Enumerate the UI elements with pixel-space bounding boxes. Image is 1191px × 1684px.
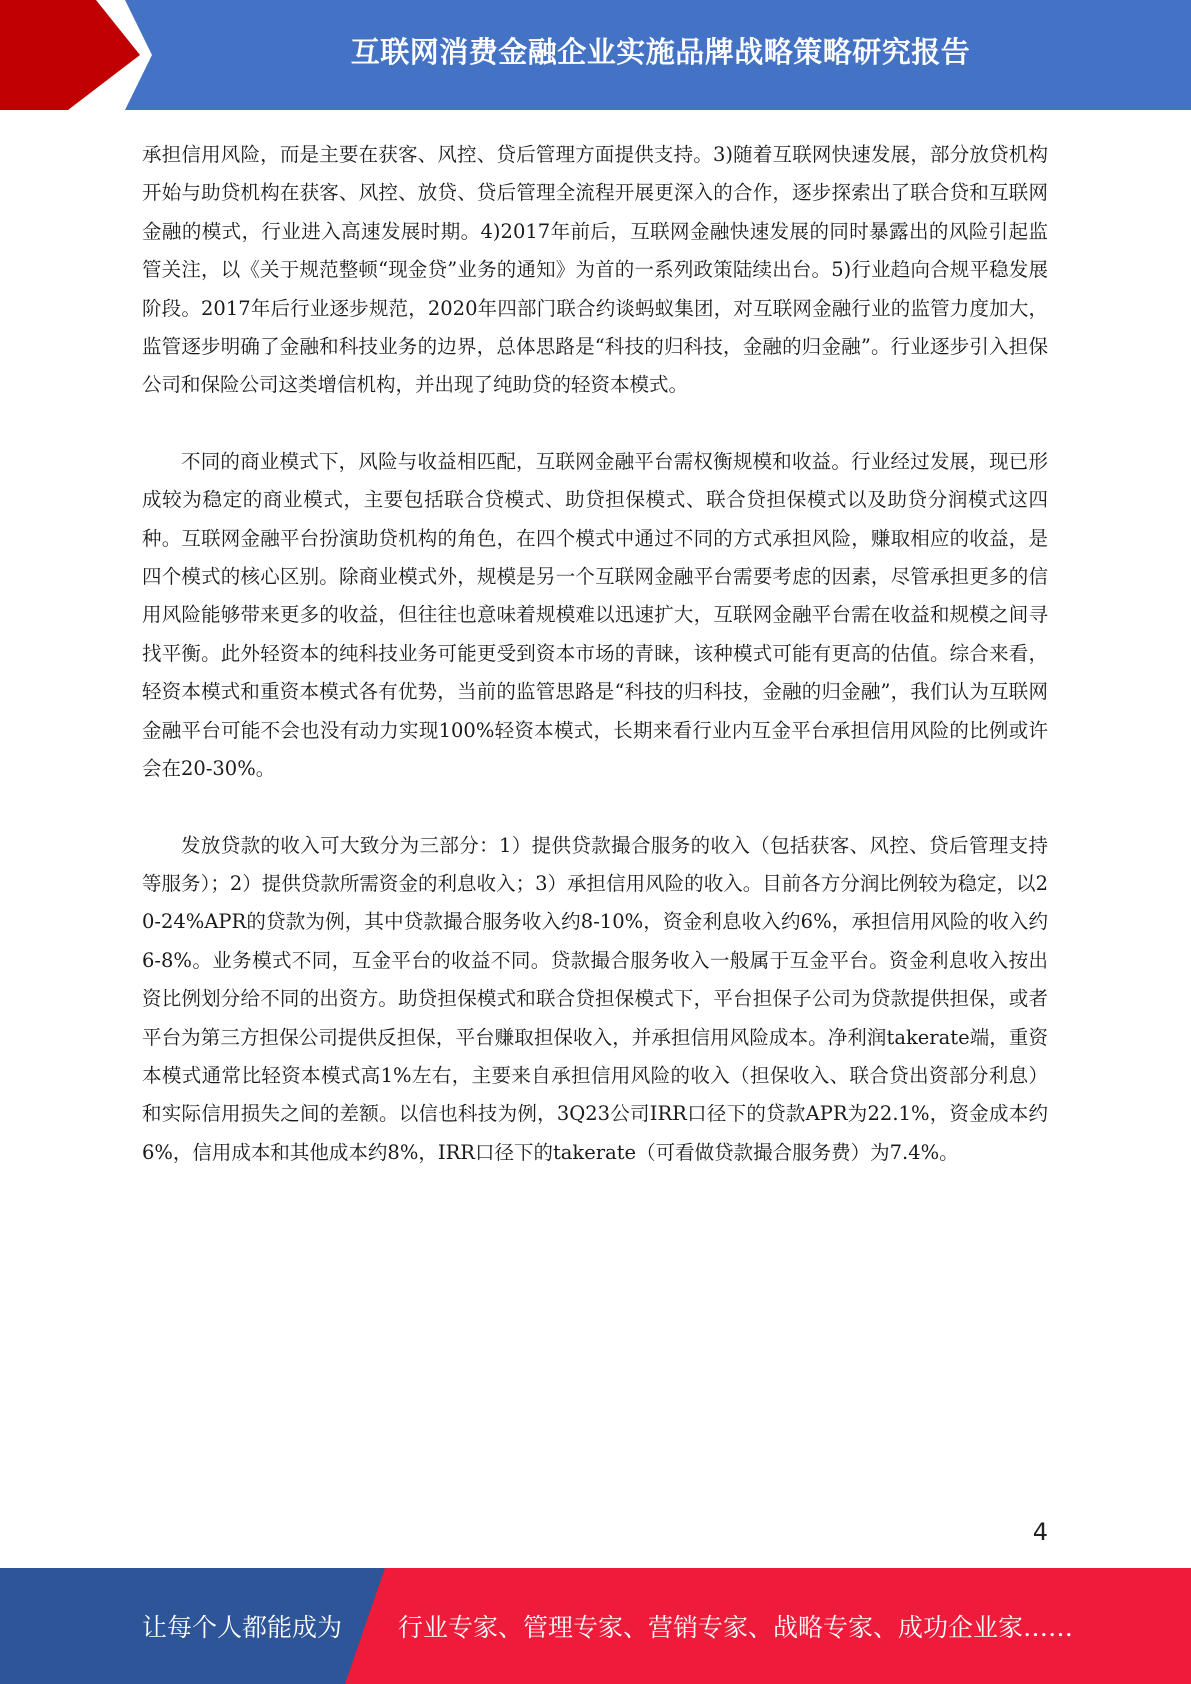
document-body	[142, 136, 1048, 1210]
page-number: 4	[1032, 1518, 1048, 1546]
paragraph-3: 发放贷款的收入可大致分为三部分：1）提供贷款撮合服务的收入（包括获客、风控、贷后管理支持等服务）；2）提供贷款所需资金的利息收入；3）承担信用风险的收入。目前各方分润比例较为稳定，以20-24%APR的贷款为例，其中贷款撮合服务收入约8-10%，资金利息收入约6%，承担信用风险的收入约6-8%。业务模式不同，互金平台的收益不同。贷款撮合服务收入一般属于互金平台。资金利息收入按出资比例划分给不同的出资方。助贷担保模式和联合贷担保模式下，平台担保子公司为贷款提供担保，或者平台为第三方担保公司提供反担保，平台赚取担保收入，并承担信用风险成本。净利润takerate端，重资本模式通常比轻资本模式高1%左右，主要来自承担信用风险的收入（担保收入、联合贷出资部分利息）和实际信用损失之间的差额。以信也科技为例，3Q23公司IRR口径下的贷款APR为22.1%，资金成本约6%，信用成本和其他成本约8%，IRR口径下的takerate（可看做贷款撮合服务费）为7.4%。	[142, 833, 1048, 1164]
document-title: 互联网消费金融企业实施品牌战略策略研究报告	[350, 34, 971, 69]
header-chevron-decoration	[0, 0, 160, 110]
paragraph-1: 承担信用风险，而是主要在获客、风控、贷后管理方面提供支持。3)随着互联网快速发展，部分放贷机构开始与助贷机构在获客、风控、放贷、贷后管理全流程开展更深入的合作，逐步探索出了联合贷和互联网金融的模式，行业进入高速发展时期。4)2017年前后，互联网金融快速发展的同时暴露出的风险引起监管关注，以《关于规范整顿“现金贷”业务的通知》为首的一系列政策陆续出台。5)行业趋向合规平稳发展阶段。2017年后行业逐步规范，2020年四部门联合约谈蚂蚁集团，对互联网金融行业的监管力度加大，监管逐步明确了金融和科技业务的边界，总体思路是“科技的归科技，金融的归金融”。行业逐步引入担保公司和保险公司这类增信机构，并出现了纯助贷的轻资本模式。	[142, 143, 1048, 397]
page-footer	[0, 1568, 1191, 1684]
footer-slogan-left: 让每个人都能成为	[142, 1613, 343, 1642]
footer-slogan-right: 行业专家、管理专家、营销专家、战略专家、成功企业家……	[398, 1613, 1074, 1642]
page-header	[0, 0, 1191, 110]
paragraph-2: 不同的商业模式下，风险与收益相匹配，互联网金融平台需权衡规模和收益。行业经过发展，现已形成较为稳定的商业模式，主要包括联合贷模式、助贷担保模式、联合贷担保模式以及助贷分润模式这四种。互联网金融平台扮演助贷机构的角色，在四个模式中通过不同的方式承担风险，赚取相应的收益，是四个模式的核心区别。除商业模式外，规模是另一个互联网金融平台需要考虑的因素，尽管承担更多的信用风险能够带来更多的收益，但往往也意味着规模难以迅速扩大，互联网金融平台需在收益和规模之间寻找平衡。此外轻资本的纯科技业务可能更受到资本市场的青睐，该种模式可能有更高的估值。综合来看，轻资本模式和重资本模式各有优势，当前的监管思路是“科技的归科技，金融的归金融”，我们认为互联网金融平台可能不会也没有动力实现100%轻资本模式，长期来看行业内互金平台承担信用风险的比例或许会在20-30%。	[142, 449, 1048, 781]
